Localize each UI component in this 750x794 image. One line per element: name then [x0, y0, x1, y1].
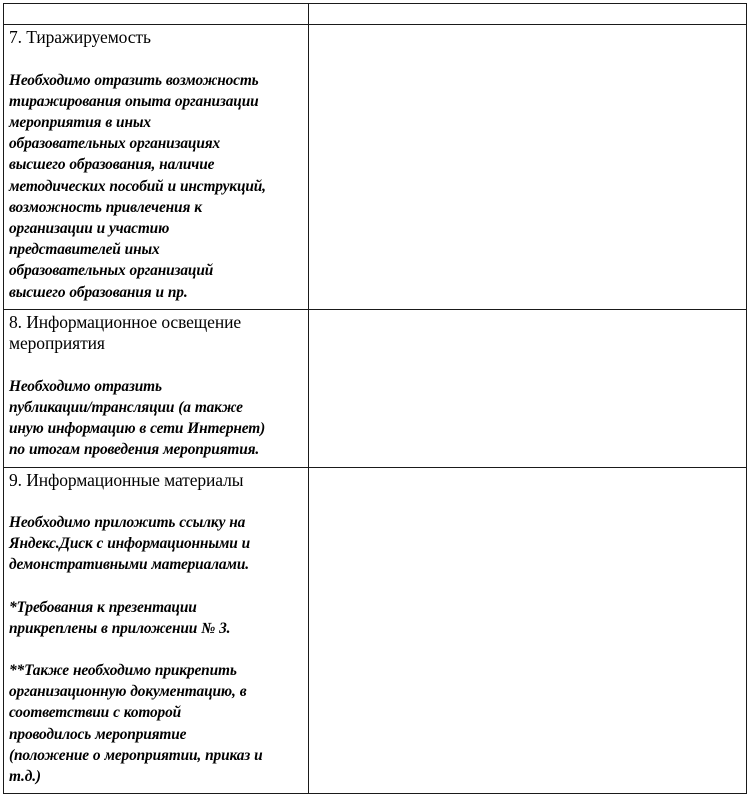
criterion-note-line: публикации/трансляции (а также	[9, 398, 243, 416]
criterion-gap-8	[9, 355, 302, 376]
criterion-note-line: **Также необходимо прикрепить	[9, 662, 237, 680]
table-row	[4, 309, 747, 467]
criterion-note-line: прикреплены в приложении № 3.	[9, 619, 231, 637]
spacer-cell-left	[4, 4, 309, 25]
criterion-note-line: т.д.)	[9, 768, 41, 786]
answer-text-8	[309, 310, 746, 318]
criterion-note-line: соответствии с которой	[9, 704, 182, 722]
criterion-note-line: возможность привлечения к	[9, 198, 202, 216]
criterion-title-8: 8. Информационное освещение мероприятия	[9, 311, 242, 354]
criterion-note-line: Яндекс.Диск с информационными и	[9, 535, 251, 553]
criterion-note-line: высшего образования, наличие	[9, 156, 215, 174]
criterion-note-line: тиражирования опыта организации	[9, 92, 259, 110]
spacer-cell-left-text	[4, 4, 308, 12]
criterion-content-9	[4, 468, 308, 794]
criterion-note-line: (положение о мероприятии, приказ и	[9, 746, 263, 764]
criterion-note-line: мероприятия в иных	[9, 113, 151, 131]
criterion-cell-8	[4, 309, 309, 467]
criterion-gap-7	[9, 49, 302, 70]
criterion-note-line: иную информацию в сети Интернет)	[9, 420, 266, 438]
criterion-note-line: проводилось мероприятие	[9, 725, 187, 743]
criterion-gap-9	[9, 491, 302, 512]
criterion-note-line: Необходимо отразить	[9, 377, 162, 395]
criterion-note-line: Необходимо приложить ссылку на	[9, 514, 246, 532]
criterion-note-line: организационную документацию, в	[9, 683, 247, 701]
criterion-note-line: демонстративными материалами.	[9, 556, 249, 574]
criterion-note-line: образовательных организаций	[9, 262, 214, 280]
table-row	[4, 25, 747, 310]
criterion-note-line: высшего образования и пр.	[9, 283, 188, 301]
table-row-spacer	[4, 4, 747, 25]
criterion-content-8	[4, 310, 308, 467]
criterion-note-line: по итогам проведения мероприятия.	[9, 441, 260, 459]
criterion-title-7: 7. Тиражируемость	[9, 27, 151, 47]
spacer-cell-right[interactable]	[309, 4, 747, 25]
criterion-note-line: организации и участию	[9, 219, 170, 237]
criterion-note-line: образовательных организациях	[9, 135, 221, 153]
criterion-content-7	[4, 25, 308, 309]
criterion-gap-9c	[9, 639, 302, 660]
criteria-table	[3, 3, 747, 794]
answer-text-7	[309, 25, 746, 33]
answer-cell-9[interactable]	[309, 467, 747, 794]
criterion-note-line: *Требования к презентации	[9, 598, 197, 616]
answer-cell-7[interactable]	[309, 25, 747, 310]
answer-cell-8[interactable]	[309, 309, 747, 467]
criterion-gap-9b	[9, 576, 302, 597]
criterion-note-line: Необходимо отразить возможность	[9, 71, 259, 89]
criterion-note-line: представителей иных	[9, 241, 160, 259]
criterion-title-9: 9. Информационные материалы	[9, 469, 244, 490]
answer-text-9	[309, 468, 746, 476]
table-row	[4, 467, 747, 794]
criterion-cell-9	[4, 467, 309, 794]
criterion-note-line: методических пособий и инструкций,	[9, 177, 266, 195]
spacer-cell-right-text	[309, 4, 746, 12]
criterion-cell-7	[4, 25, 309, 310]
